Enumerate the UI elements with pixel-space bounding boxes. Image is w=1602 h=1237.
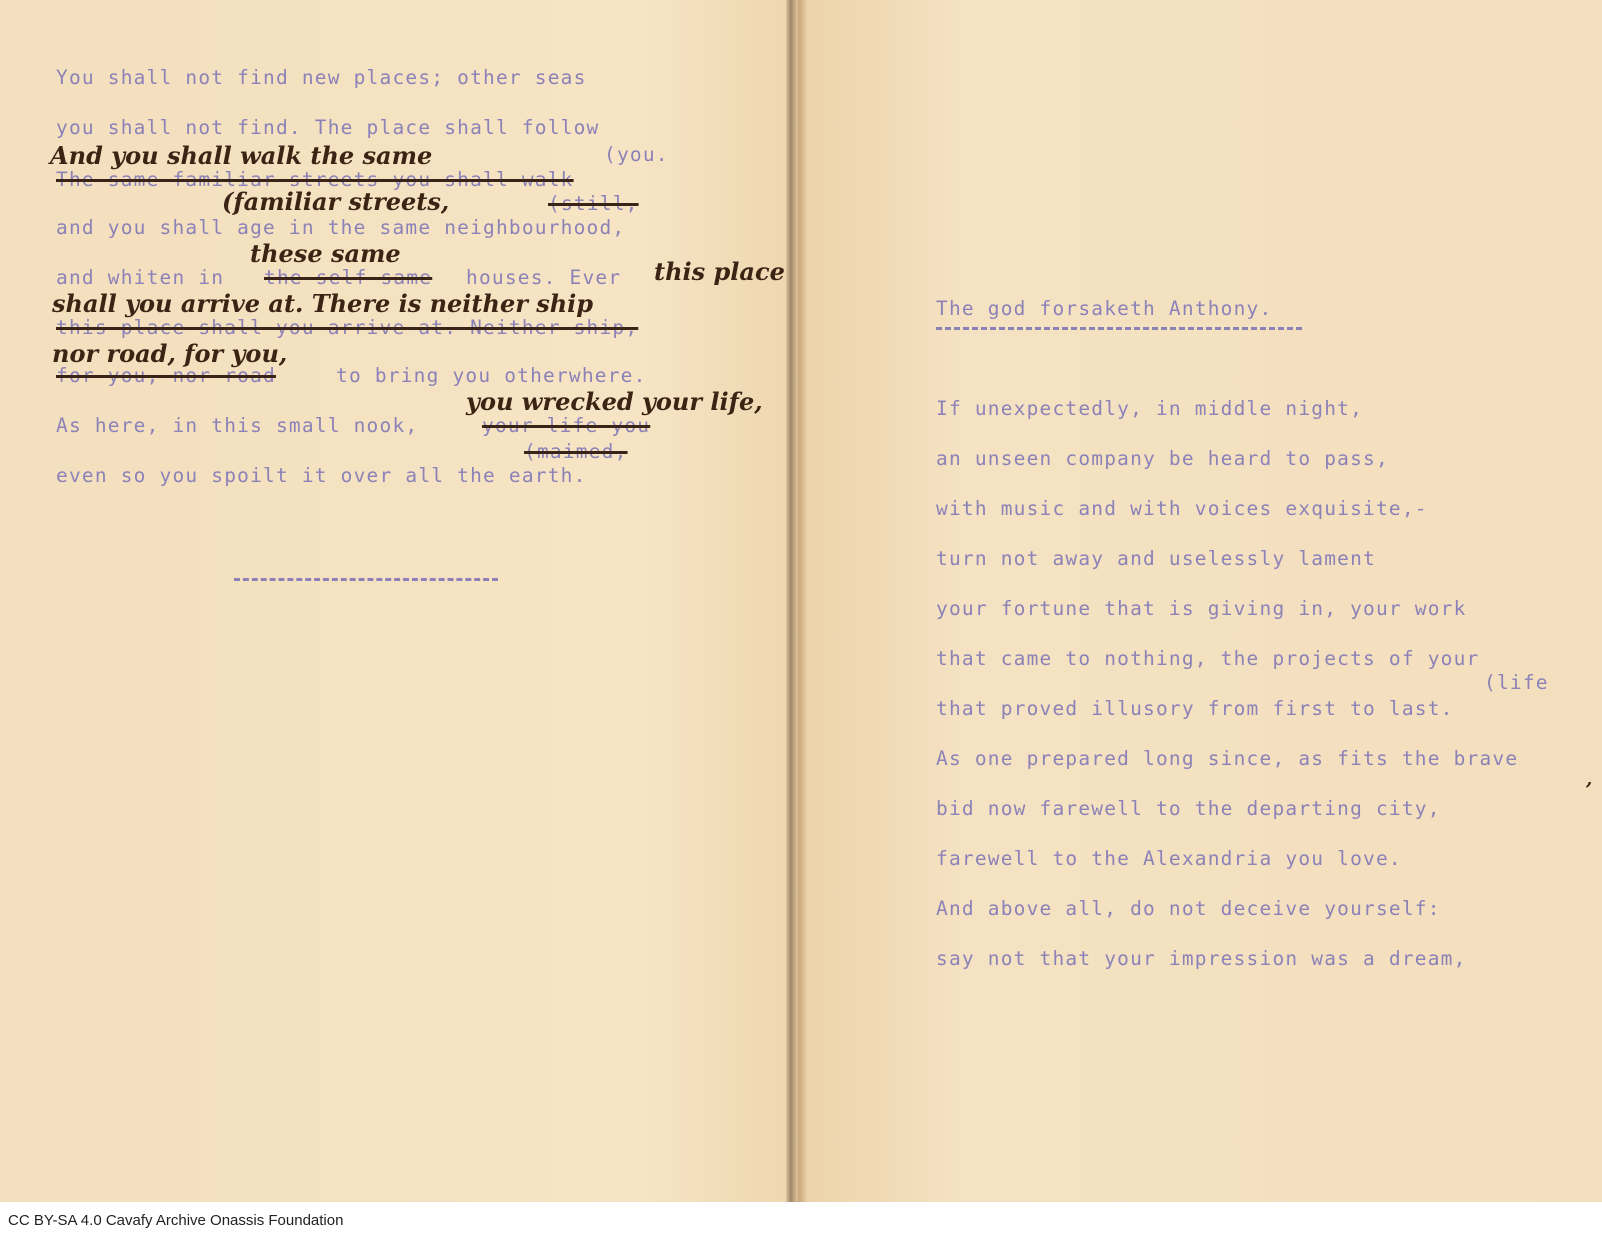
typed-line-10: even so you spoilt it over all the earth. — [56, 464, 587, 487]
handwritten-these-same: these same — [250, 239, 401, 268]
typed-line-5a: and whiten in — [56, 266, 225, 289]
credit-caption: CC BY-SA 4.0 Cavafy Archive Onassis Foundation — [8, 1212, 344, 1229]
struck-self-same: the self-same — [264, 266, 433, 289]
typed-line-4: and you shall age in the same neighbourhood, — [56, 216, 626, 239]
typed-line-5b: houses. Ever — [466, 266, 622, 289]
poem-line-6: that came to nothing, the projects of your — [936, 647, 1480, 670]
poem-line-10: farewell to the Alexandria you love. — [936, 847, 1402, 870]
struck-arrive-at: this place shall you arrive at. Neither ship, — [56, 316, 639, 339]
handwritten-familiar-streets: (familiar streets, — [222, 187, 450, 216]
handwritten-wrecked-life: you wrecked your life, — [466, 387, 763, 416]
typed-line-2-tail: (you. — [604, 143, 669, 166]
poem-line-4: turn not away and uselessly lament — [936, 547, 1376, 570]
typed-line-8: to bring you otherwhere. — [336, 364, 647, 387]
book-gutter — [786, 0, 796, 1202]
poem-line-5: your fortune that is giving in, your work — [936, 597, 1467, 620]
right-page — [796, 0, 1602, 1202]
handwritten-nor-road: nor road, for you, — [52, 339, 288, 368]
poem-line-7: that proved illusory from first to last. — [936, 697, 1454, 720]
poem-title: The god forsaketh Anthony. — [936, 297, 1273, 320]
struck-maimed: (maimed, — [524, 440, 628, 463]
struck-for-you: for you, nor road — [56, 364, 276, 387]
handwritten-this-place: this place — [654, 257, 785, 286]
poem-line-11: And above all, do not deceive yourself: — [936, 897, 1441, 920]
dashed-rule — [234, 578, 498, 581]
struck-familiar-streets: The same familiar streets you shall walk — [56, 168, 574, 191]
handwritten-comma: , — [1586, 769, 1593, 790]
poem-line-3: with music and with voices exquisite,- — [936, 497, 1428, 520]
title-dashed-underline — [936, 327, 1302, 330]
poem-line-8: As one prepared long since, as fits the brave — [936, 747, 1519, 770]
poem-line-1: If unexpectedly, in middle night, — [936, 397, 1364, 420]
handwritten-arrive-at: shall you arrive at. There is neither ship — [52, 289, 594, 318]
handwritten-walk-the-same: And you shall walk the same — [50, 141, 433, 170]
poem-line-9: bid now farewell to the departing city, — [936, 797, 1441, 820]
left-page — [0, 0, 790, 1202]
struck-still: (still, — [548, 192, 639, 215]
poem-line-6-tail: (life — [1484, 671, 1549, 694]
typed-line-2: you shall not find. The place shall follow — [56, 116, 600, 139]
typed-line-9: As here, in this small nook, — [56, 414, 419, 437]
poem-line-2: an unseen company be heard to pass, — [936, 447, 1389, 470]
typed-line-1: You shall not find new places; other seas — [56, 66, 587, 89]
poem-line-12: say not that your impression was a dream, — [936, 947, 1467, 970]
struck-your-life: your life you — [482, 414, 651, 437]
